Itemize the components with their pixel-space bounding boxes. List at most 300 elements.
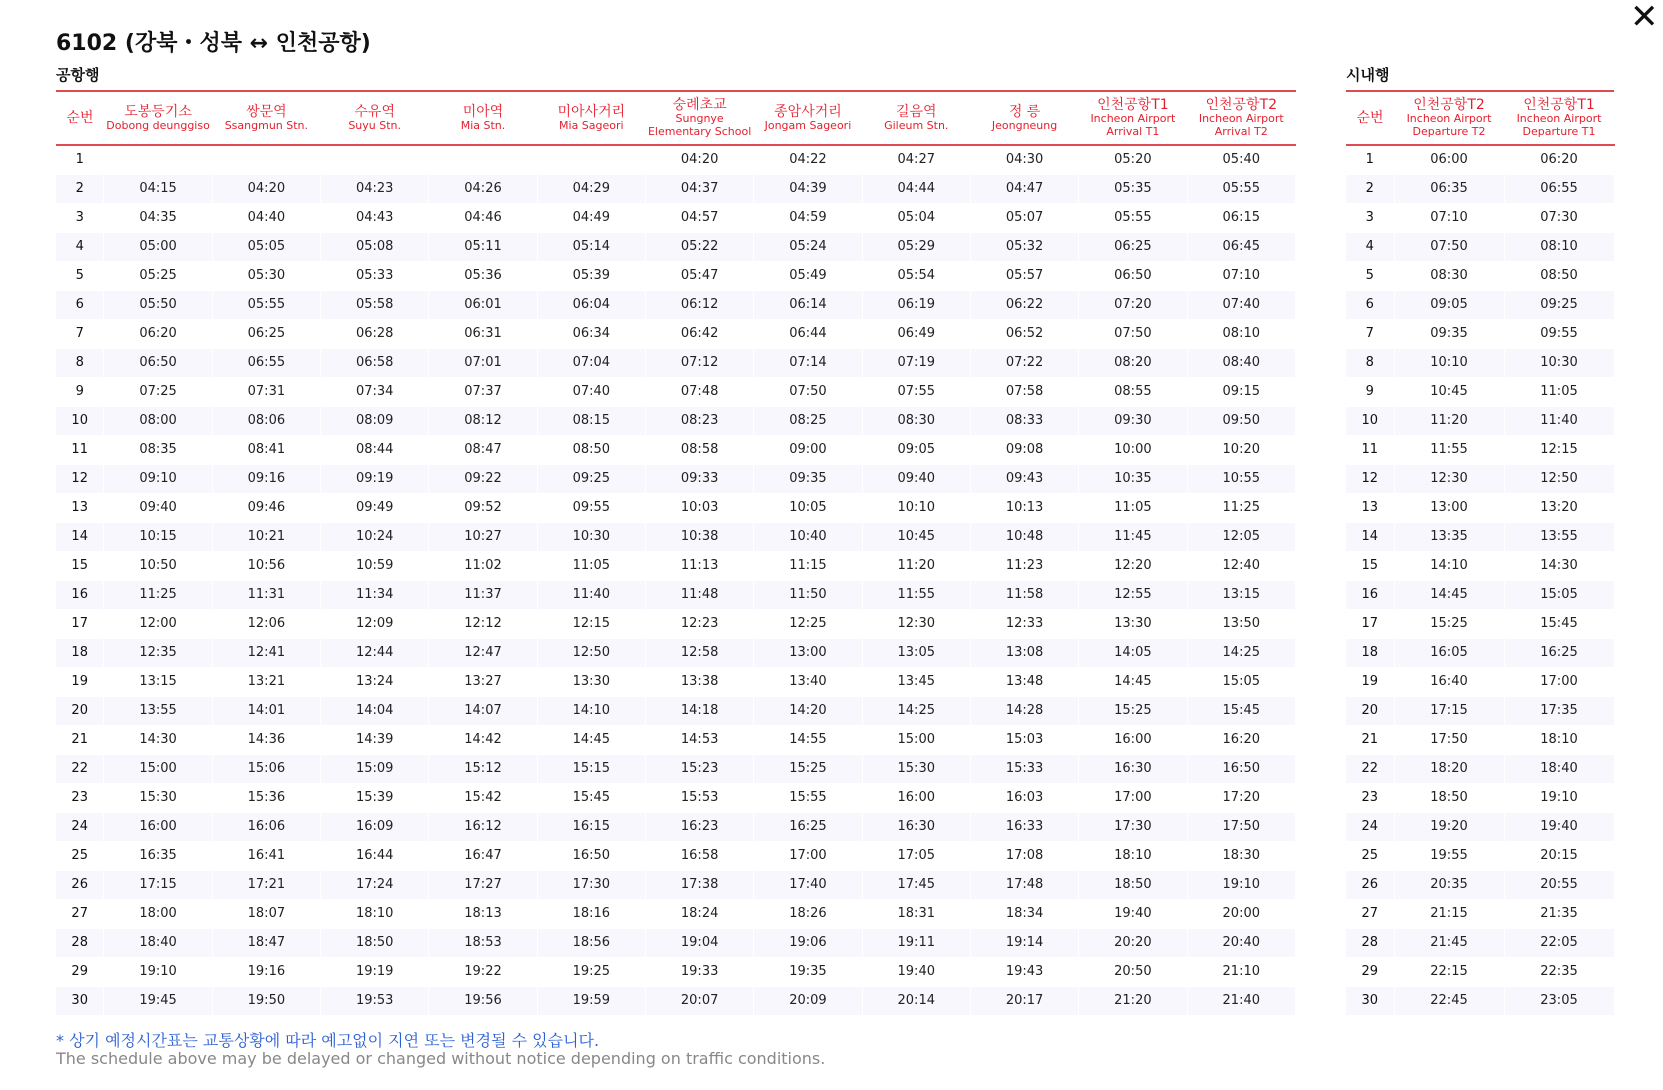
time-cell: 18:40: [104, 928, 212, 957]
time-cell: 10:40: [754, 522, 862, 551]
row-number: 4: [1346, 232, 1394, 261]
time-cell: 04:49: [537, 203, 645, 232]
time-cell: 08:06: [212, 406, 320, 435]
time-cell: 07:40: [1187, 290, 1295, 319]
time-cell: 04:20: [645, 145, 753, 174]
time-cell: 14:45: [1079, 667, 1187, 696]
time-cell: 19:33: [645, 957, 753, 986]
row-number: 16: [1346, 580, 1394, 609]
time-cell: 05:22: [645, 232, 753, 261]
time-cell: 14:30: [104, 725, 212, 754]
row-number: 19: [1346, 667, 1394, 696]
time-cell: 17:30: [537, 870, 645, 899]
time-cell: 10:13: [970, 493, 1078, 522]
table-row: [1346, 957, 1614, 986]
time-cell: 16:58: [645, 841, 753, 870]
time-cell: 12:23: [645, 609, 753, 638]
time-cell: 08:47: [429, 435, 537, 464]
time-cell: 04:47: [970, 174, 1078, 203]
time-cell: 10:03: [645, 493, 753, 522]
time-cell: 15:33: [970, 754, 1078, 783]
time-cell: 22:05: [1504, 928, 1614, 957]
time-cell: 04:43: [321, 203, 429, 232]
time-cell: 19:19: [321, 957, 429, 986]
time-cell: 09:49: [321, 493, 429, 522]
time-cell: 19:10: [104, 957, 212, 986]
time-cell: 14:25: [862, 696, 970, 725]
table-row: [1346, 319, 1614, 348]
table-row: [56, 261, 1296, 290]
time-cell: 10:59: [321, 551, 429, 580]
time-cell: 10:50: [104, 551, 212, 580]
schedule-note: * 상기 예정시간표는 교통상황에 따라 예고없이 지연 또는 변경될 수 있습니다.: [56, 1031, 600, 1050]
time-cell: 10:15: [104, 522, 212, 551]
time-cell: 10:45: [1394, 377, 1504, 406]
row-number: 18: [1346, 638, 1394, 667]
column-header: [212, 91, 320, 145]
table-row: [56, 783, 1296, 812]
time-cell: 20:35: [1394, 870, 1504, 899]
time-cell: 20:00: [1187, 899, 1295, 928]
time-cell: 05:55: [1079, 203, 1187, 232]
row-number: 1: [56, 145, 104, 174]
time-cell: 19:06: [754, 928, 862, 957]
time-cell: 05:07: [970, 203, 1078, 232]
table-row: [56, 319, 1296, 348]
column-header-en: Ssangmun Stn.: [224, 118, 309, 132]
column-header-en: Suyu Stn.: [348, 118, 402, 132]
table-row: [56, 580, 1296, 609]
time-cell: 13:05: [862, 638, 970, 667]
time-cell: 18:00: [104, 899, 212, 928]
row-number: 2: [56, 174, 104, 203]
time-cell: 06:20: [1504, 145, 1614, 174]
time-cell: 19:16: [212, 957, 320, 986]
column-header-en: Gileum Stn.: [884, 118, 949, 132]
time-cell: 05:29: [862, 232, 970, 261]
table-row: [1346, 841, 1614, 870]
table-row: [56, 145, 1296, 174]
table-row: [56, 493, 1296, 522]
table-row: [1346, 232, 1614, 261]
schedule-note-en: The schedule above may be delayed or changed without notice depending on traffic conditions.: [56, 1049, 826, 1068]
row-number: 21: [56, 725, 104, 754]
table-row: [1346, 986, 1614, 1015]
row-number: 24: [56, 812, 104, 841]
time-cell: 14:36: [212, 725, 320, 754]
time-cell: 06:04: [537, 290, 645, 319]
time-cell: 09:00: [754, 435, 862, 464]
time-cell: 17:45: [862, 870, 970, 899]
time-cell: 07:10: [1187, 261, 1295, 290]
time-cell: 08:50: [1504, 261, 1614, 290]
row-number: 1: [1346, 145, 1394, 174]
time-cell: 06:55: [212, 348, 320, 377]
time-cell: 08:50: [537, 435, 645, 464]
table-row: [1346, 261, 1614, 290]
time-cell: 18:13: [429, 899, 537, 928]
time-cell: 09:50: [1187, 406, 1295, 435]
time-cell: 07:37: [429, 377, 537, 406]
table-row: [56, 522, 1296, 551]
time-cell: 08:20: [1079, 348, 1187, 377]
time-cell: 11:40: [1504, 406, 1614, 435]
time-cell: 11:58: [970, 580, 1078, 609]
time-cell: 18:34: [970, 899, 1078, 928]
table-row: [56, 435, 1296, 464]
time-cell: 05:08: [321, 232, 429, 261]
time-cell: 19:55: [1394, 841, 1504, 870]
table-row: [56, 348, 1296, 377]
time-cell: 12:41: [212, 638, 320, 667]
column-header: [862, 91, 970, 145]
time-cell: 05:50: [104, 290, 212, 319]
time-cell: 17:21: [212, 870, 320, 899]
column-header-ko: 길음역: [895, 103, 937, 120]
time-cell: 08:09: [321, 406, 429, 435]
time-cell: 12:00: [104, 609, 212, 638]
time-cell: 06:50: [1079, 261, 1187, 290]
time-cell: 17:35: [1504, 696, 1614, 725]
time-cell: 20:20: [1079, 928, 1187, 957]
column-header-ko: 숭례초교: [672, 97, 727, 114]
time-cell: 15:05: [1504, 580, 1614, 609]
time-cell: 17:00: [754, 841, 862, 870]
time-cell: 09:19: [321, 464, 429, 493]
table-row: [56, 957, 1296, 986]
time-cell: 17:24: [321, 870, 429, 899]
time-cell: 08:41: [212, 435, 320, 464]
time-cell: 06:12: [645, 290, 753, 319]
time-cell: 06:45: [1187, 232, 1295, 261]
column-header-en: Mia Stn.: [460, 118, 506, 132]
time-cell: 09:43: [970, 464, 1078, 493]
time-cell: 16:25: [1504, 638, 1614, 667]
time-cell: 07:40: [537, 377, 645, 406]
table-row: [1346, 725, 1614, 754]
row-number: 5: [1346, 261, 1394, 290]
table-row: [56, 609, 1296, 638]
time-cell: 09:25: [537, 464, 645, 493]
time-cell: 16:00: [862, 783, 970, 812]
time-cell: 16:00: [1079, 725, 1187, 754]
row-number: 28: [56, 928, 104, 957]
time-cell: 07:50: [754, 377, 862, 406]
time-cell: 10:56: [212, 551, 320, 580]
column-header-ko: 수유역: [354, 103, 395, 120]
time-cell: 22:35: [1504, 957, 1614, 986]
time-cell: 04:22: [754, 145, 862, 174]
time-cell: 15:36: [212, 783, 320, 812]
column-header-en: Incheon Airport Arrival T1: [1090, 112, 1176, 139]
time-cell: 16:15: [537, 812, 645, 841]
time-cell: 11:55: [862, 580, 970, 609]
time-cell: 06:14: [754, 290, 862, 319]
time-cell: 18:50: [1079, 870, 1187, 899]
time-cell: 13:35: [1394, 522, 1504, 551]
time-cell: 18:50: [1394, 783, 1504, 812]
time-cell: 21:15: [1394, 899, 1504, 928]
time-cell: 08:55: [1079, 377, 1187, 406]
table-row: [1346, 638, 1614, 667]
time-cell: 13:45: [862, 667, 970, 696]
time-cell: 11:34: [321, 580, 429, 609]
time-cell: 12:58: [645, 638, 753, 667]
row-number: 9: [56, 377, 104, 406]
time-cell: 21:20: [1079, 986, 1187, 1015]
time-cell: [537, 145, 645, 174]
time-cell: 16:20: [1187, 725, 1295, 754]
row-number: 9: [1346, 377, 1394, 406]
time-cell: 17:27: [429, 870, 537, 899]
time-cell: 05:24: [754, 232, 862, 261]
time-cell: 13:27: [429, 667, 537, 696]
time-cell: 05:30: [212, 261, 320, 290]
time-cell: 14:25: [1187, 638, 1295, 667]
time-cell: 10:30: [537, 522, 645, 551]
time-cell: 15:03: [970, 725, 1078, 754]
row-number: 10: [1346, 406, 1394, 435]
row-number: 22: [56, 754, 104, 783]
time-cell: 09:30: [1079, 406, 1187, 435]
time-cell: 11:20: [1394, 406, 1504, 435]
time-cell: 17:00: [1079, 783, 1187, 812]
time-cell: 22:15: [1394, 957, 1504, 986]
table-row: [56, 725, 1296, 754]
time-cell: 05:55: [212, 290, 320, 319]
time-cell: 10:30: [1504, 348, 1614, 377]
time-cell: 04:37: [645, 174, 753, 203]
time-cell: 18:31: [862, 899, 970, 928]
time-cell: 21:10: [1187, 957, 1295, 986]
time-cell: 11:55: [1394, 435, 1504, 464]
time-cell: 17:20: [1187, 783, 1295, 812]
time-cell: 09:46: [212, 493, 320, 522]
table-row: [1346, 899, 1614, 928]
row-number: 30: [1346, 986, 1394, 1015]
column-header-ko: 인천공항T2: [1413, 97, 1485, 114]
table-row: [1346, 435, 1614, 464]
table-row: [56, 754, 1296, 783]
time-cell: 06:42: [645, 319, 753, 348]
time-cell: 15:30: [104, 783, 212, 812]
table-row: [1346, 406, 1614, 435]
column-header: [754, 91, 862, 145]
time-cell: 10:38: [645, 522, 753, 551]
time-cell: 14:42: [429, 725, 537, 754]
time-cell: 13:38: [645, 667, 753, 696]
city-timetable: [1346, 90, 1615, 1016]
time-cell: 20:50: [1079, 957, 1187, 986]
time-cell: 08:33: [970, 406, 1078, 435]
time-cell: 11:45: [1079, 522, 1187, 551]
table-row: [1346, 609, 1614, 638]
time-cell: 05:00: [104, 232, 212, 261]
column-header-ko: 쌍문역: [246, 103, 287, 120]
time-cell: 10:10: [862, 493, 970, 522]
time-cell: [321, 145, 429, 174]
column-header: [645, 91, 753, 145]
time-cell: 20:55: [1504, 870, 1614, 899]
time-cell: 12:06: [212, 609, 320, 638]
column-header: [1504, 91, 1614, 145]
time-cell: 09:10: [104, 464, 212, 493]
time-cell: 13:24: [321, 667, 429, 696]
table-row: [1346, 493, 1614, 522]
time-cell: 18:40: [1504, 754, 1614, 783]
time-cell: 15:00: [862, 725, 970, 754]
column-header-en: Incheon Airport Departure T2: [1406, 112, 1492, 139]
table-row: [56, 377, 1296, 406]
time-cell: 20:17: [970, 986, 1078, 1015]
time-cell: 08:25: [754, 406, 862, 435]
time-cell: 07:50: [1079, 319, 1187, 348]
time-cell: 07:20: [1079, 290, 1187, 319]
seq-header: 순번: [56, 91, 104, 145]
time-cell: 16:50: [537, 841, 645, 870]
time-cell: 11:25: [104, 580, 212, 609]
table-row: [56, 232, 1296, 261]
time-cell: 16:30: [862, 812, 970, 841]
time-cell: 12:25: [754, 609, 862, 638]
time-cell: 15:42: [429, 783, 537, 812]
time-cell: 18:53: [429, 928, 537, 957]
row-number: 27: [1346, 899, 1394, 928]
time-cell: 11:25: [1187, 493, 1295, 522]
time-cell: 14:10: [537, 696, 645, 725]
time-cell: 08:30: [1394, 261, 1504, 290]
table-row: [1346, 696, 1614, 725]
time-cell: 11:05: [1079, 493, 1187, 522]
time-cell: 12:55: [1079, 580, 1187, 609]
row-number: 22: [1346, 754, 1394, 783]
row-number: 6: [1346, 290, 1394, 319]
time-cell: 08:30: [862, 406, 970, 435]
time-cell: 14:45: [537, 725, 645, 754]
time-cell: 04:40: [212, 203, 320, 232]
column-header-ko: 인천공항T2: [1205, 97, 1278, 114]
time-cell: 18:10: [1079, 841, 1187, 870]
time-cell: 05:05: [212, 232, 320, 261]
time-cell: 17:48: [970, 870, 1078, 899]
row-number: 14: [1346, 522, 1394, 551]
time-cell: 10:45: [862, 522, 970, 551]
close-icon[interactable]: ✕: [1630, 0, 1659, 37]
column-header: [1394, 91, 1504, 145]
table-row: [1346, 870, 1614, 899]
time-cell: 20:15: [1504, 841, 1614, 870]
row-number: 21: [1346, 725, 1394, 754]
time-cell: 21:45: [1394, 928, 1504, 957]
time-cell: 12:50: [1504, 464, 1614, 493]
time-cell: 18:30: [1187, 841, 1295, 870]
time-cell: 11:31: [212, 580, 320, 609]
row-number: 11: [1346, 435, 1394, 464]
time-cell: 04:23: [321, 174, 429, 203]
column-header-en: Mia Sageori: [559, 118, 624, 132]
time-cell: 22:45: [1394, 986, 1504, 1015]
time-cell: 09:16: [212, 464, 320, 493]
row-number: 26: [56, 870, 104, 899]
time-cell: 06:34: [537, 319, 645, 348]
time-cell: 05:49: [754, 261, 862, 290]
time-cell: 10:00: [1079, 435, 1187, 464]
time-cell: 19:11: [862, 928, 970, 957]
time-cell: 11:50: [754, 580, 862, 609]
column-header: [970, 91, 1078, 145]
time-cell: 06:35: [1394, 174, 1504, 203]
row-number: 23: [1346, 783, 1394, 812]
time-cell: 04:35: [104, 203, 212, 232]
row-number: 11: [56, 435, 104, 464]
column-header-ko: 정 릉: [1008, 103, 1041, 120]
time-cell: 07:25: [104, 377, 212, 406]
table-row: [1346, 928, 1614, 957]
row-number: 4: [56, 232, 104, 261]
time-cell: 04:39: [754, 174, 862, 203]
time-cell: 04:44: [862, 174, 970, 203]
time-cell: 13:30: [1079, 609, 1187, 638]
time-cell: 05:25: [104, 261, 212, 290]
time-cell: 15:25: [1079, 696, 1187, 725]
row-number: 13: [56, 493, 104, 522]
time-cell: 04:57: [645, 203, 753, 232]
time-cell: 12:30: [862, 609, 970, 638]
time-cell: 07:04: [537, 348, 645, 377]
time-cell: 05:35: [1079, 174, 1187, 203]
time-cell: 06:19: [862, 290, 970, 319]
row-number: 17: [56, 609, 104, 638]
time-cell: 10:48: [970, 522, 1078, 551]
row-number: 12: [1346, 464, 1394, 493]
time-cell: 07:10: [1394, 203, 1504, 232]
time-cell: 07:30: [1504, 203, 1614, 232]
table-row: [56, 899, 1296, 928]
time-cell: 20:40: [1187, 928, 1295, 957]
time-cell: 12:20: [1079, 551, 1187, 580]
table-row: [1346, 203, 1614, 232]
time-cell: 10:27: [429, 522, 537, 551]
time-cell: 16:23: [645, 812, 753, 841]
time-cell: 13:55: [1504, 522, 1614, 551]
time-cell: 05:04: [862, 203, 970, 232]
table-row: [56, 870, 1296, 899]
table-row: [56, 667, 1296, 696]
time-cell: 16:33: [970, 812, 1078, 841]
time-cell: 16:03: [970, 783, 1078, 812]
time-cell: 11:40: [537, 580, 645, 609]
time-cell: 19:14: [970, 928, 1078, 957]
time-cell: 16:35: [104, 841, 212, 870]
time-cell: 14:07: [429, 696, 537, 725]
row-number: 14: [56, 522, 104, 551]
time-cell: 15:15: [537, 754, 645, 783]
time-cell: 18:26: [754, 899, 862, 928]
column-header: [1187, 91, 1295, 145]
time-cell: 11:23: [970, 551, 1078, 580]
time-cell: 08:58: [645, 435, 753, 464]
time-cell: 06:25: [1079, 232, 1187, 261]
time-cell: 09:52: [429, 493, 537, 522]
time-cell: 05:14: [537, 232, 645, 261]
time-cell: 20:07: [645, 986, 753, 1015]
time-cell: 19:50: [212, 986, 320, 1015]
column-header-ko: 도봉등기소: [124, 103, 192, 120]
time-cell: 11:15: [754, 551, 862, 580]
time-cell: 15:45: [537, 783, 645, 812]
time-cell: 11:05: [1504, 377, 1614, 406]
time-cell: 09:33: [645, 464, 753, 493]
